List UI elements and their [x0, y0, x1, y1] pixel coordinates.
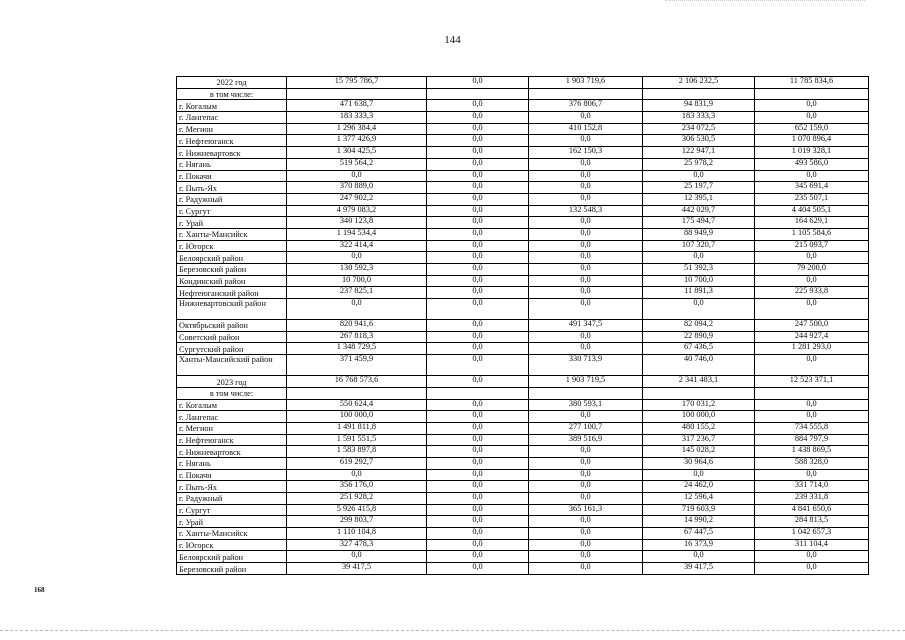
value-cell: 410 152,8 — [529, 123, 643, 135]
table-row — [177, 252, 869, 264]
row-label: Белоярский район — [177, 252, 287, 264]
value-cell: 380 593,1 — [529, 399, 643, 411]
value-cell — [287, 88, 427, 100]
value-cell: 0,0 — [755, 299, 869, 320]
value-cell: 0,0 — [427, 481, 529, 493]
value-cell: 1 296 384,4 — [287, 123, 427, 135]
value-cell: 25 197,7 — [643, 182, 755, 194]
row-label: г. Сургут — [177, 205, 287, 217]
table-row — [177, 88, 869, 100]
value-cell: 0,0 — [643, 299, 755, 320]
value-cell: 0,0 — [755, 399, 869, 411]
table-row — [177, 422, 869, 434]
value-cell: 356 176,0 — [287, 481, 427, 493]
value-cell: 370 889,0 — [287, 182, 427, 194]
value-cell: 0,0 — [529, 481, 643, 493]
value-cell: 1 903 719,5 — [529, 376, 643, 388]
value-cell: 1 042 657,3 — [755, 528, 869, 540]
value-cell: 40 746,0 — [643, 355, 755, 376]
row-label: в том числе: — [177, 387, 287, 399]
table-row — [177, 411, 869, 423]
value-cell: 0,0 — [427, 399, 529, 411]
table-row — [177, 112, 869, 124]
value-cell: 311 104,4 — [755, 539, 869, 551]
value-cell: 4 841 650,6 — [755, 504, 869, 516]
value-cell: 322 414,4 — [287, 240, 427, 252]
value-cell: 480 155,2 — [643, 422, 755, 434]
value-cell: 0,0 — [427, 123, 529, 135]
row-label: г. Ханты-Мансийск — [177, 528, 287, 540]
value-cell: 0,0 — [755, 355, 869, 376]
row-label: г. Покачи — [177, 170, 287, 182]
value-cell: 39 417,5 — [287, 563, 427, 575]
value-cell: 0,0 — [427, 147, 529, 159]
value-cell: 251 928,2 — [287, 493, 427, 505]
value-cell: 0,0 — [529, 275, 643, 287]
value-cell: 0,0 — [643, 170, 755, 182]
value-cell: 345 691,4 — [755, 182, 869, 194]
value-cell: 164 629,1 — [755, 217, 869, 229]
row-label: г. Нягань — [177, 158, 287, 170]
row-label: г. Когалым — [177, 399, 287, 411]
value-cell: 239 331,8 — [755, 493, 869, 505]
value-cell: 0,0 — [529, 299, 643, 320]
value-cell: 389 516,9 — [529, 434, 643, 446]
scan-artifact-line — [0, 630, 905, 631]
value-cell: 1 491 811,8 — [287, 422, 427, 434]
table-row — [177, 299, 869, 320]
value-cell: 719 603,9 — [643, 504, 755, 516]
value-cell: 0,0 — [427, 469, 529, 481]
value-cell: 1 019 328,1 — [755, 147, 869, 159]
row-label: г. Нефтеюганск — [177, 135, 287, 147]
value-cell: 519 564,2 — [287, 158, 427, 170]
value-cell: 0,0 — [427, 135, 529, 147]
value-cell: 67 436,5 — [643, 343, 755, 355]
value-cell: 0,0 — [427, 539, 529, 551]
value-cell: 471 638,7 — [287, 100, 427, 112]
value-cell: 0,0 — [529, 551, 643, 563]
value-cell: 24 462,0 — [643, 481, 755, 493]
value-cell: 1 591 551,5 — [287, 434, 427, 446]
value-cell: 51 392,3 — [643, 264, 755, 276]
value-cell: 0,0 — [529, 469, 643, 481]
value-cell: 0,0 — [427, 299, 529, 320]
value-cell: 215 093,7 — [755, 240, 869, 252]
value-cell: 1 281 293,0 — [755, 343, 869, 355]
row-label: Белоярский район — [177, 551, 287, 563]
value-cell: 67 447,5 — [643, 528, 755, 540]
value-cell: 0,0 — [427, 528, 529, 540]
table-row — [177, 481, 869, 493]
value-cell: 235 507,1 — [755, 193, 869, 205]
row-label: Советский район — [177, 331, 287, 343]
value-cell: 376 806,7 — [529, 100, 643, 112]
value-cell: 4 404 505,1 — [755, 205, 869, 217]
value-cell: 0,0 — [755, 563, 869, 575]
value-cell: 16 373,9 — [643, 539, 755, 551]
table-row — [177, 287, 869, 299]
value-cell: 0,0 — [287, 252, 427, 264]
value-cell: 175 494,7 — [643, 217, 755, 229]
value-cell: 170 031,2 — [643, 399, 755, 411]
table-row — [177, 228, 869, 240]
value-cell: 0,0 — [755, 411, 869, 423]
value-cell: 0,0 — [427, 422, 529, 434]
value-cell: 0,0 — [755, 551, 869, 563]
value-cell: 0,0 — [755, 112, 869, 124]
table-row — [177, 123, 869, 135]
table-row — [177, 376, 869, 388]
value-cell: 11 891,3 — [643, 287, 755, 299]
value-cell: 0,0 — [529, 516, 643, 528]
value-cell: 0,0 — [427, 411, 529, 423]
row-label: Нижневартовский район — [177, 299, 287, 320]
value-cell: 0,0 — [427, 516, 529, 528]
row-label: г. Радужный — [177, 493, 287, 505]
value-cell: 277 100,7 — [529, 422, 643, 434]
value-cell: 2 341 483,1 — [643, 376, 755, 388]
value-cell: 0,0 — [529, 343, 643, 355]
table-row — [177, 158, 869, 170]
value-cell: 1 348 729,5 — [287, 343, 427, 355]
value-cell: 0,0 — [427, 287, 529, 299]
value-cell: 0,0 — [529, 539, 643, 551]
row-label: Сургутский район — [177, 343, 287, 355]
value-cell: 550 624,4 — [287, 399, 427, 411]
value-cell: 88 949,9 — [643, 228, 755, 240]
value-cell: 491 347,5 — [529, 320, 643, 332]
value-cell: 884 797,9 — [755, 434, 869, 446]
value-cell: 493 586,0 — [755, 158, 869, 170]
row-label: г. Пыть-Ях — [177, 481, 287, 493]
value-cell: 0,0 — [529, 252, 643, 264]
value-cell: 0,0 — [529, 563, 643, 575]
value-cell — [529, 387, 643, 399]
value-cell: 365 161,3 — [529, 504, 643, 516]
value-cell: 1 583 897,8 — [287, 446, 427, 458]
row-label: г. Мегион — [177, 123, 287, 135]
value-cell: 16 768 573,6 — [287, 376, 427, 388]
value-cell: 107 320,7 — [643, 240, 755, 252]
value-cell — [427, 88, 529, 100]
value-cell: 0,0 — [427, 170, 529, 182]
value-cell: 162 150,3 — [529, 147, 643, 159]
value-cell: 0,0 — [529, 446, 643, 458]
table-row — [177, 563, 869, 575]
value-cell: 652 159,0 — [755, 123, 869, 135]
table-row — [177, 147, 869, 159]
value-cell: 0,0 — [755, 469, 869, 481]
value-cell: 317 236,7 — [643, 434, 755, 446]
value-cell: 11 785 834,6 — [755, 77, 869, 89]
value-cell: 100 000,0 — [287, 411, 427, 423]
table-row — [177, 343, 869, 355]
table-row — [177, 135, 869, 147]
value-cell: 331 714,0 — [755, 481, 869, 493]
value-cell: 0,0 — [427, 320, 529, 332]
value-cell: 0,0 — [427, 457, 529, 469]
value-cell: 734 555,8 — [755, 422, 869, 434]
value-cell: 0,0 — [287, 551, 427, 563]
value-cell: 0,0 — [427, 205, 529, 217]
value-cell — [529, 88, 643, 100]
value-cell: 0,0 — [529, 264, 643, 276]
row-label: г. Сургут — [177, 504, 287, 516]
value-cell: 0,0 — [529, 135, 643, 147]
value-cell: 0,0 — [427, 182, 529, 194]
table-body — [177, 77, 869, 575]
value-cell: 1 903 719,6 — [529, 77, 643, 89]
value-cell: 0,0 — [529, 112, 643, 124]
value-cell: 0,0 — [643, 469, 755, 481]
row-label: г. Покачи — [177, 469, 287, 481]
row-label: Кондинский район — [177, 275, 287, 287]
value-cell: 0,0 — [529, 457, 643, 469]
value-cell: 30 964,6 — [643, 457, 755, 469]
value-cell: 1 377 426,9 — [287, 135, 427, 147]
value-cell: 0,0 — [529, 493, 643, 505]
value-cell: 15 795 786,7 — [287, 77, 427, 89]
value-cell: 284 813,5 — [755, 516, 869, 528]
table-row — [177, 457, 869, 469]
value-cell: 0,0 — [529, 182, 643, 194]
row-label: г. Нижневартовск — [177, 446, 287, 458]
budget-table — [176, 76, 869, 575]
value-cell: 10 700,0 — [287, 275, 427, 287]
value-cell: 0,0 — [529, 193, 643, 205]
value-cell — [755, 387, 869, 399]
value-cell: 122 947,1 — [643, 147, 755, 159]
value-cell: 0,0 — [427, 275, 529, 287]
row-label: г. Югорск — [177, 539, 287, 551]
value-cell: 247 902,2 — [287, 193, 427, 205]
value-cell: 306 530,5 — [643, 135, 755, 147]
value-cell: 39 417,5 — [643, 563, 755, 575]
row-label: Березовский район — [177, 264, 287, 276]
value-cell: 1 070 896,4 — [755, 135, 869, 147]
value-cell: 0,0 — [427, 331, 529, 343]
value-cell: 0,0 — [529, 287, 643, 299]
table-row — [177, 182, 869, 194]
value-cell: 1 304 425,5 — [287, 147, 427, 159]
value-cell: 299 803,7 — [287, 516, 427, 528]
value-cell: 0,0 — [427, 434, 529, 446]
row-label: г. Югорск — [177, 240, 287, 252]
row-label: г. Пыть-Ях — [177, 182, 287, 194]
value-cell: 0,0 — [427, 493, 529, 505]
row-label: г. Нягань — [177, 457, 287, 469]
value-cell: 234 072,5 — [643, 123, 755, 135]
row-label: г. Лангепас — [177, 411, 287, 423]
table-row — [177, 434, 869, 446]
table-row — [177, 446, 869, 458]
value-cell: 10 700,0 — [643, 275, 755, 287]
value-cell: 0,0 — [529, 240, 643, 252]
row-label: г. Урай — [177, 516, 287, 528]
value-cell: 12 596,4 — [643, 493, 755, 505]
value-cell: 12 523 371,1 — [755, 376, 869, 388]
value-cell: 0,0 — [427, 551, 529, 563]
row-label: г. Урай — [177, 217, 287, 229]
value-cell: 82 094,2 — [643, 320, 755, 332]
value-cell: 0,0 — [427, 563, 529, 575]
value-cell: 1 194 534,4 — [287, 228, 427, 240]
value-cell: 0,0 — [427, 193, 529, 205]
table-row — [177, 387, 869, 399]
value-cell: 0,0 — [287, 299, 427, 320]
value-cell — [427, 387, 529, 399]
value-cell — [643, 88, 755, 100]
value-cell: 132 548,3 — [529, 205, 643, 217]
value-cell: 588 328,0 — [755, 457, 869, 469]
value-cell: 0,0 — [755, 170, 869, 182]
value-cell: 0,0 — [427, 376, 529, 388]
row-label: 2023 год — [177, 376, 287, 388]
value-cell: 0,0 — [427, 504, 529, 516]
value-cell: 100 000,0 — [643, 411, 755, 423]
value-cell: 5 926 415,8 — [287, 504, 427, 516]
value-cell: 442 029,7 — [643, 205, 755, 217]
table-row — [177, 193, 869, 205]
value-cell: 0,0 — [427, 343, 529, 355]
table-row — [177, 399, 869, 411]
table-row — [177, 551, 869, 563]
table-row — [177, 275, 869, 287]
value-cell: 619 292,7 — [287, 457, 427, 469]
row-label: г. Лангепас — [177, 112, 287, 124]
value-cell: 1 110 104,8 — [287, 528, 427, 540]
table-row — [177, 320, 869, 332]
value-cell: 0,0 — [529, 528, 643, 540]
footnote-mark: 168 — [34, 586, 45, 594]
value-cell: 130 592,3 — [287, 264, 427, 276]
value-cell: 0,0 — [427, 264, 529, 276]
value-cell: 0,0 — [529, 411, 643, 423]
value-cell: 0,0 — [427, 446, 529, 458]
table-row — [177, 539, 869, 551]
value-cell: 79 200,0 — [755, 264, 869, 276]
table-row — [177, 170, 869, 182]
value-cell: 0,0 — [529, 228, 643, 240]
value-cell: 0,0 — [755, 252, 869, 264]
row-label: г. Радужный — [177, 193, 287, 205]
table-row — [177, 355, 869, 376]
value-cell: 0,0 — [643, 252, 755, 264]
row-label: г. Мегион — [177, 422, 287, 434]
value-cell — [643, 387, 755, 399]
value-cell: 0,0 — [287, 170, 427, 182]
row-label: Октябрьский район — [177, 320, 287, 332]
value-cell: 0,0 — [427, 77, 529, 89]
page-number: 144 — [444, 34, 461, 46]
value-cell: 0,0 — [287, 469, 427, 481]
table-row — [177, 240, 869, 252]
value-cell: 237 825,1 — [287, 287, 427, 299]
value-cell: 267 818,3 — [287, 331, 427, 343]
table-row — [177, 264, 869, 276]
value-cell: 0,0 — [427, 355, 529, 376]
value-cell: 820 941,6 — [287, 320, 427, 332]
value-cell: 0,0 — [755, 100, 869, 112]
value-cell: 0,0 — [529, 158, 643, 170]
value-cell: 244 927,4 — [755, 331, 869, 343]
value-cell: 0,0 — [427, 158, 529, 170]
value-cell: 371 459,9 — [287, 355, 427, 376]
value-cell: 4 979 083,2 — [287, 205, 427, 217]
value-cell: 0,0 — [755, 275, 869, 287]
row-label: г. Нижневартовск — [177, 147, 287, 159]
value-cell: 94 831,9 — [643, 100, 755, 112]
value-cell: 0,0 — [643, 551, 755, 563]
value-cell: 0,0 — [529, 217, 643, 229]
value-cell: 0,0 — [427, 228, 529, 240]
value-cell: 0,0 — [427, 217, 529, 229]
row-label: г. Нефтеюганск — [177, 434, 287, 446]
table-row — [177, 493, 869, 505]
value-cell: 330 713,9 — [529, 355, 643, 376]
row-label: в том числе: — [177, 88, 287, 100]
table-row — [177, 469, 869, 481]
table-row — [177, 217, 869, 229]
value-cell: 0,0 — [529, 170, 643, 182]
table-row — [177, 205, 869, 217]
value-cell: 340 123,8 — [287, 217, 427, 229]
value-cell — [287, 387, 427, 399]
scan-artifact — [665, 0, 865, 1]
value-cell: 183 333,3 — [643, 112, 755, 124]
row-label: 2022 год — [177, 77, 287, 89]
row-label: Нефтеюганский район — [177, 287, 287, 299]
table-row — [177, 100, 869, 112]
value-cell: 183 333,3 — [287, 112, 427, 124]
value-cell: 0,0 — [427, 112, 529, 124]
row-label: Ханты-Мансийский район — [177, 355, 287, 376]
value-cell: 247 500,0 — [755, 320, 869, 332]
table-row — [177, 77, 869, 89]
row-label: Березовский район — [177, 563, 287, 575]
value-cell: 12 395,1 — [643, 193, 755, 205]
value-cell: 22 890,9 — [643, 331, 755, 343]
value-cell: 0,0 — [427, 240, 529, 252]
table-row — [177, 528, 869, 540]
table-row — [177, 331, 869, 343]
value-cell: 0,0 — [427, 252, 529, 264]
value-cell: 14 990,2 — [643, 516, 755, 528]
value-cell: 0,0 — [427, 100, 529, 112]
row-label: г. Ханты-Мансийск — [177, 228, 287, 240]
value-cell: 25 978,2 — [643, 158, 755, 170]
table-row — [177, 516, 869, 528]
value-cell: 0,0 — [529, 331, 643, 343]
value-cell: 2 106 232,5 — [643, 77, 755, 89]
value-cell: 327 478,3 — [287, 539, 427, 551]
table-row — [177, 504, 869, 516]
value-cell: 145 028,2 — [643, 446, 755, 458]
value-cell: 1 438 869,5 — [755, 446, 869, 458]
value-cell: 225 933,8 — [755, 287, 869, 299]
row-label: г. Когалым — [177, 100, 287, 112]
value-cell — [755, 88, 869, 100]
value-cell: 1 105 584,6 — [755, 228, 869, 240]
